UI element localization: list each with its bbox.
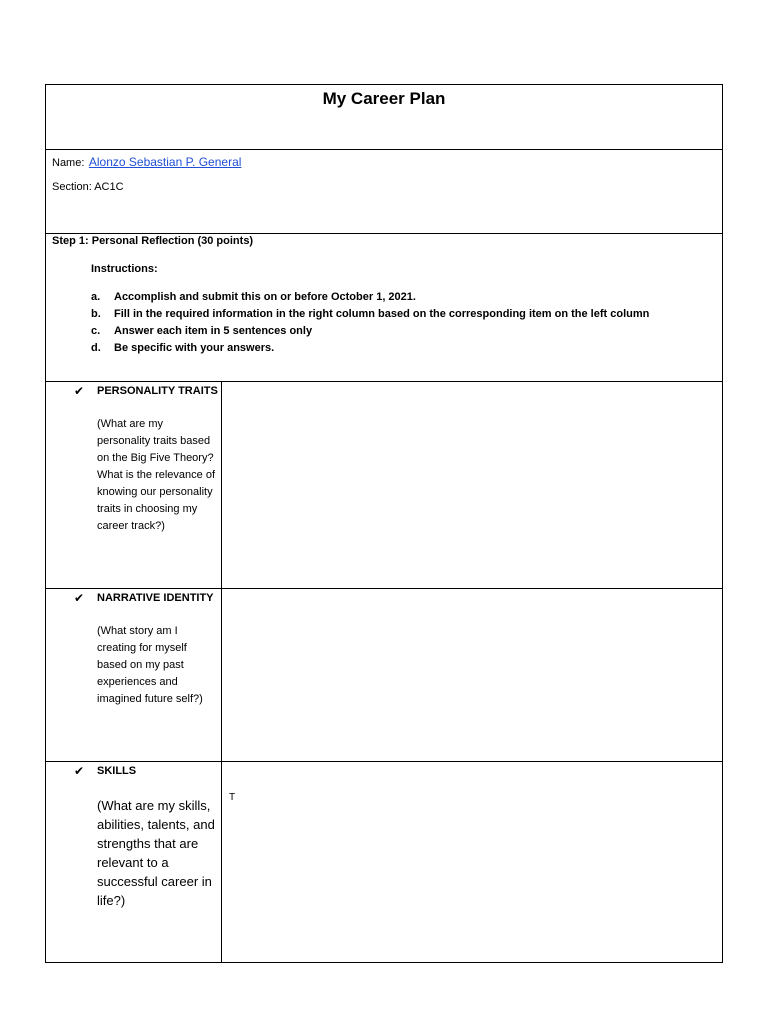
narrative-identity-description: (What story am I creating for myself based on my past experiences and imagined future self?) [97,625,203,705]
personality-traits-description: (What are my personality traits based on the Big Five Theory? What is the relevance of knowing our personality traits in choosing my career track?) [97,418,216,532]
narrative-identity-row [46,589,722,762]
section-value: AC1C [94,181,124,193]
narrative-identity-prompt-cell [46,589,222,761]
name-line [52,153,241,171]
instruction-item: c. Answer each item in 5 sentences only [91,325,313,337]
instruction-item: d. Be specific with your answers. [91,342,275,354]
career-plan-table [45,84,723,963]
step-heading: Step 1: Personal Reflection (30 points) [52,235,254,247]
step1-row [46,234,722,382]
page-title: My Career Plan [322,89,446,108]
check-mark-icon: ✔ [74,591,85,605]
instructions-label: Instructions: [91,263,158,275]
name-label: Name: [52,157,85,169]
section-line [52,181,124,193]
personality-traits-prompt-cell [46,382,222,588]
skills-answer[interactable]: T [229,792,236,803]
skills-prompt-cell [46,762,222,962]
skills-title: SKILLS [97,765,137,777]
personality-traits-title: PERSONALITY TRAITS [97,385,218,397]
name-value-link[interactable]: Alonzo Sebastian P. General [88,155,242,169]
check-mark-icon: ✔ [74,384,85,398]
skills-description: (What are my skills, abilities, talents, and strengths that are relevant to a successful career in life?) [97,798,215,908]
check-mark-icon: ✔ [74,764,85,778]
skills-row [46,762,722,962]
instructions-list [91,289,649,357]
instruction-item: b. Fill in the required information in the right column based on the corresponding item on the left column [91,308,650,320]
section-label: Section: [52,181,92,193]
personality-traits-row [46,382,722,589]
title-row [46,85,722,150]
student-info-row [46,150,722,234]
narrative-identity-title: NARRATIVE IDENTITY [97,592,214,604]
instruction-item: a. Accomplish and submit this on or before October 1, 2021. [91,291,416,303]
